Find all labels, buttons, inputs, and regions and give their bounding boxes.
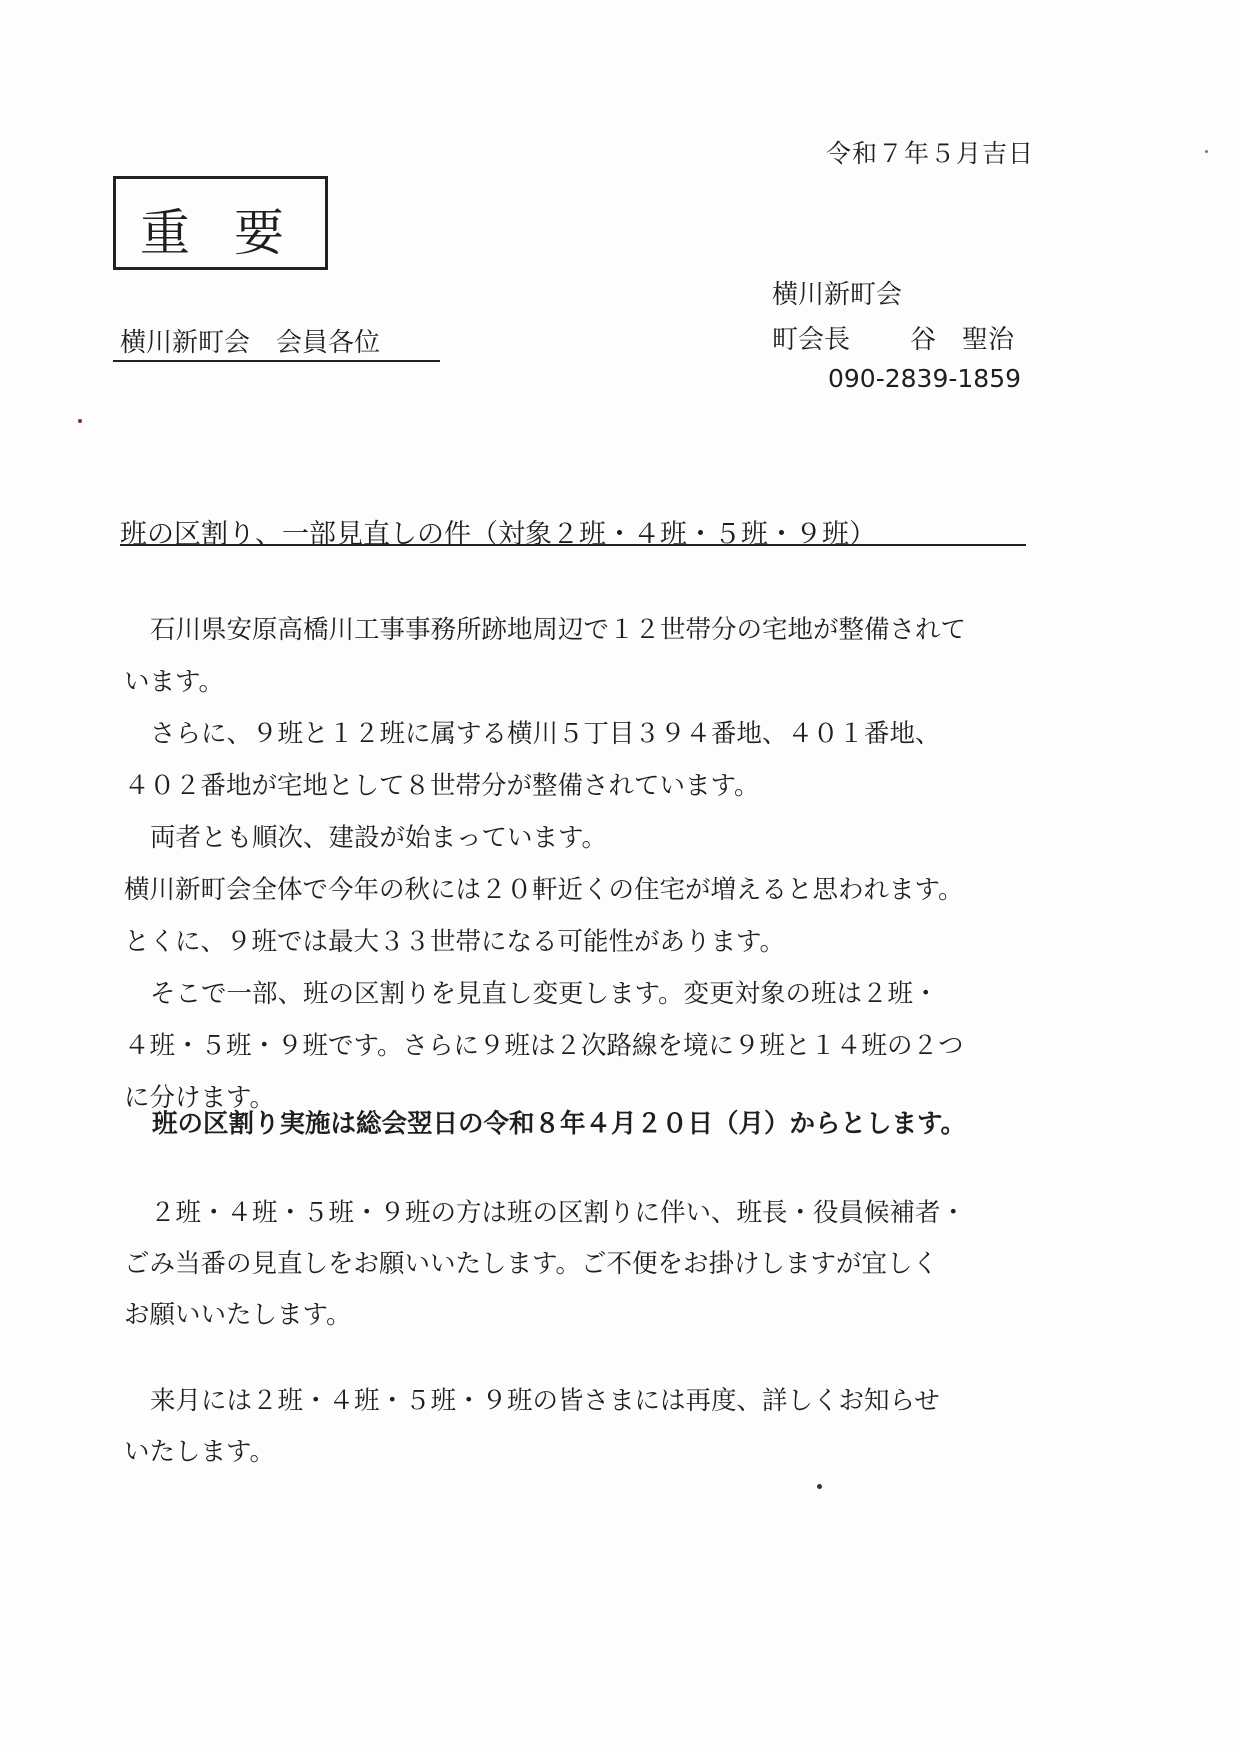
sender-block: [772, 274, 1021, 409]
addressee-underline: [113, 360, 440, 362]
body-line: ４班・５班・９班です。さらに９班は２次路線を境に９班と１４班の２つ: [124, 1031, 964, 1061]
followup-line: 来月には２班・４班・５班・９班の皆さまには再度、詳しくお知らせ: [150, 1386, 940, 1416]
followup-paragraph: [124, 1376, 1064, 1478]
paper-speck: [78, 419, 82, 423]
addressee: 横川新町会 会員各位: [120, 328, 381, 358]
subject-underline: [120, 544, 1026, 546]
sender-name: 谷 聖治: [910, 325, 1015, 355]
followup-line: いたします。: [124, 1437, 275, 1467]
body-line: とくに、９班では最大３３世帯になる可能性があります。: [124, 927, 785, 957]
body-line: に分けます。: [124, 1083, 275, 1113]
date: 令和７年５月吉日: [826, 139, 1035, 168]
body-line: 両者とも順次、建設が始まっています。: [150, 823, 607, 853]
subject-heading: 班の区割り、一部見直しの件（対象２班・４班・５班・９班）: [120, 519, 876, 550]
request-line: ごみ当番の見直しをお願いいたします。ご不便をお掛けしますが宜しく: [124, 1249, 938, 1279]
body-line: います。: [124, 667, 224, 697]
sender-title: 町会長: [772, 325, 851, 355]
paper-speck: [1205, 150, 1208, 153]
paper-speck: [817, 1484, 822, 1489]
important-label: 重要: [140, 204, 328, 262]
body-line: そこで一部、班の区割りを見直し変更します。変更対象の班は２班・: [150, 979, 939, 1009]
implementation-notice: 班の区割り実施は総会翌日の令和８年４月２０日（月）からとします。: [152, 1109, 966, 1139]
sender-org: 横川新町会: [772, 280, 903, 310]
body-paragraphs: [124, 604, 1064, 1124]
sender-title-line: [772, 319, 1021, 364]
body-line: ４０２番地が宅地として８世帯分が整備されています。: [124, 771, 760, 801]
important-stamp-box: [113, 176, 328, 270]
body-line: さらに、９班と１２班に属する横川５丁目３９４番地、４０１番地、: [150, 719, 941, 749]
sender-phone: 090-2839-1859: [828, 364, 1022, 393]
body-line: 石川県安原高橋川工事事務所跡地周辺で１２世帯分の宅地が整備されて: [150, 615, 967, 645]
request-line: ２班・４班・５班・９班の方は班の区割りに伴い、班長・役員候補者・: [150, 1198, 967, 1228]
request-line: お願いいたします。: [124, 1300, 352, 1330]
request-paragraph: [124, 1188, 1064, 1341]
body-line: 横川新町会全体で今年の秋には２０軒近くの住宅が増えると思われます。: [124, 875, 964, 905]
